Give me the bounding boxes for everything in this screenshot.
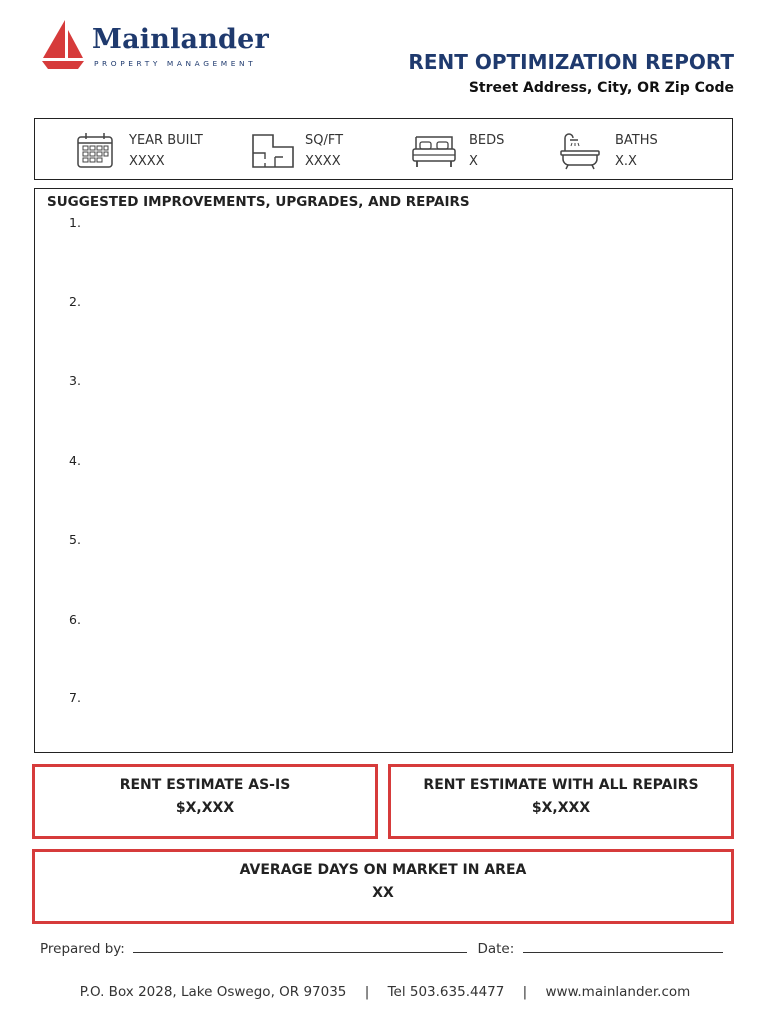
date-field[interactable] [523, 941, 723, 953]
calendar-icon [75, 131, 115, 171]
signoff-line [40, 941, 723, 957]
fact-label: SQ/FT [305, 133, 344, 148]
fact-baths [559, 119, 729, 179]
days-on-market-value: XX [372, 885, 394, 901]
prepared-by-label: Prepared by: [40, 941, 125, 957]
fact-label: BEDS [469, 133, 505, 148]
rent-estimate-as-is-value: $X,XXX [175, 800, 235, 816]
list-item: 3. [69, 373, 81, 388]
improvements-section [34, 188, 733, 753]
rent-estimate-repairs-box [388, 764, 734, 839]
fact-beds [411, 119, 561, 179]
footer [0, 984, 770, 1000]
days-on-market-box [32, 849, 734, 924]
brand-tagline: PROPERTY MANAGEMENT [94, 59, 257, 68]
rent-estimate-repairs-label: RENT ESTIMATE WITH ALL REPAIRS [423, 777, 699, 793]
rent-estimate-as-is-label: RENT ESTIMATE AS-IS [119, 777, 291, 793]
list-item: 6. [69, 612, 81, 627]
fact-label: YEAR BUILT [129, 133, 203, 148]
footer-separator: | [364, 984, 370, 1000]
brand-name: Mainlander [92, 24, 269, 55]
footer-address: P.O. Box 2028, Lake Oswego, OR 97035 [79, 984, 347, 1000]
list-item: 7. [69, 690, 81, 705]
list-item: 2. [69, 294, 81, 309]
fact-value: XXXX [129, 154, 165, 169]
list-item: 4. [69, 453, 81, 468]
fact-sqft [251, 119, 411, 179]
date-label: Date: [477, 941, 515, 957]
footer-website[interactable]: www.mainlander.com [545, 984, 691, 1000]
bed-icon [411, 131, 457, 171]
fact-label: BATHS [615, 133, 658, 148]
improvements-heading: SUGGESTED IMPROVEMENTS, UPGRADES, AND REPAIRS [47, 194, 470, 210]
bathtub-icon [559, 131, 601, 171]
days-on-market-label: AVERAGE DAYS ON MARKET IN AREA [239, 862, 527, 878]
footer-phone: Tel 503.635.4477 [387, 984, 505, 1000]
company-logo [40, 18, 270, 74]
sailboat-logo-icon [40, 18, 86, 72]
prepared-by-field[interactable] [133, 941, 467, 953]
footer-separator: | [522, 984, 528, 1000]
fact-value: XXXX [305, 154, 341, 169]
rent-estimate-repairs-value: $X,XXX [531, 800, 591, 816]
fact-value: X.X [615, 154, 637, 169]
property-facts-panel [34, 118, 733, 180]
list-item: 1. [69, 215, 81, 230]
fact-year-built [75, 119, 245, 179]
list-item: 5. [69, 532, 81, 547]
floorplan-icon [251, 131, 295, 171]
fact-value: X [469, 154, 478, 169]
property-address: Street Address, City, OR Zip Code [468, 80, 734, 96]
rent-estimate-as-is-box [32, 764, 378, 839]
report-title: RENT OPTIMIZATION REPORT [408, 50, 734, 74]
